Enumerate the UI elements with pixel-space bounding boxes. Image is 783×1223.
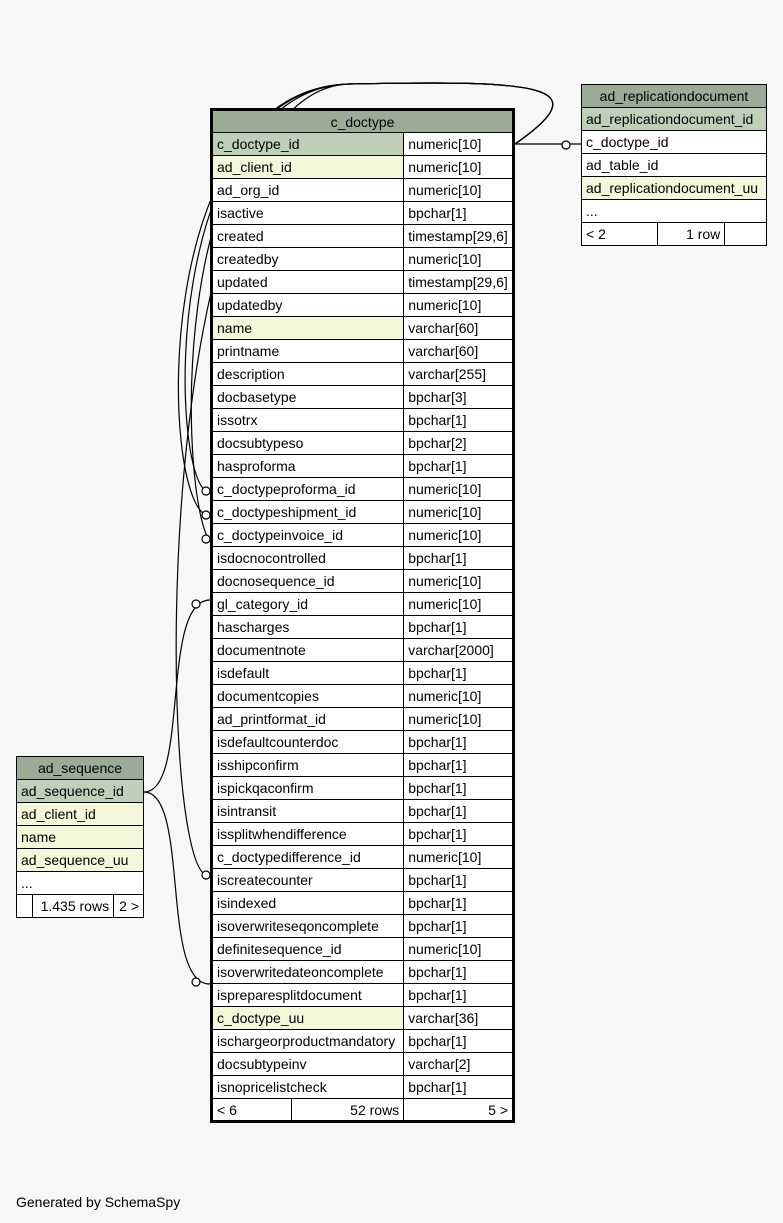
column-type: numeric[10] bbox=[404, 593, 514, 616]
column-type: bpchar[1] bbox=[404, 777, 514, 800]
column-name: c_doctype_uu bbox=[212, 1007, 404, 1030]
column-type: bpchar[1] bbox=[404, 823, 514, 846]
column-name: createdby bbox=[212, 248, 404, 271]
column-type: numeric[10] bbox=[404, 248, 514, 271]
row-count: 1 row bbox=[657, 223, 725, 246]
column-row[interactable] bbox=[212, 133, 514, 156]
column-name: ispreparesplitdocument bbox=[212, 984, 404, 1007]
column-name: issotrx bbox=[212, 409, 404, 432]
table-header[interactable]: ad_replicationdocument bbox=[582, 85, 767, 108]
table-ad-replicationdocument[interactable] bbox=[581, 84, 767, 246]
column-row[interactable] bbox=[212, 294, 514, 317]
column-row[interactable] bbox=[17, 872, 144, 895]
relationship-end-circle bbox=[202, 487, 210, 495]
children-link[interactable]: 5 > bbox=[404, 1099, 514, 1122]
column-type: timestamp[29,6] bbox=[404, 225, 514, 248]
column-type: numeric[10] bbox=[404, 294, 514, 317]
column-row[interactable] bbox=[212, 409, 514, 432]
column-row[interactable] bbox=[212, 225, 514, 248]
column-row[interactable] bbox=[212, 938, 514, 961]
column-type: numeric[10] bbox=[404, 846, 514, 869]
column-name: c_doctype_id bbox=[212, 133, 404, 156]
column-name: issplitwhendifference bbox=[212, 823, 404, 846]
column-name: name bbox=[17, 826, 144, 849]
column-name: c_doctype_id bbox=[582, 131, 767, 154]
column-type: varchar[60] bbox=[404, 340, 514, 363]
table-ad-sequence[interactable] bbox=[16, 756, 144, 918]
column-row[interactable] bbox=[212, 846, 514, 869]
column-row[interactable] bbox=[212, 317, 514, 340]
column-type: varchar[2000] bbox=[404, 639, 514, 662]
column-row[interactable] bbox=[212, 179, 514, 202]
column-name: isoverwritedateoncomplete bbox=[212, 961, 404, 984]
column-row[interactable] bbox=[212, 616, 514, 639]
column-row[interactable] bbox=[212, 524, 514, 547]
relationship-definitesequence bbox=[144, 792, 210, 984]
column-type: bpchar[1] bbox=[404, 961, 514, 984]
column-name: isactive bbox=[212, 202, 404, 225]
column-name: isdocnocontrolled bbox=[212, 547, 404, 570]
column-name: c_doctypeproforma_id bbox=[212, 478, 404, 501]
column-row[interactable] bbox=[582, 200, 767, 223]
column-name: ispickqaconfirm bbox=[212, 777, 404, 800]
column-row[interactable] bbox=[212, 708, 514, 731]
column-row[interactable] bbox=[212, 455, 514, 478]
column-row[interactable] bbox=[212, 984, 514, 1007]
column-name: ad_sequence_id bbox=[17, 780, 144, 803]
column-name: docbasetype bbox=[212, 386, 404, 409]
column-name: ad_printformat_id bbox=[212, 708, 404, 731]
column-name: ad_replicationdocument_id bbox=[582, 108, 767, 131]
column-type: numeric[10] bbox=[404, 685, 514, 708]
column-type: bpchar[1] bbox=[404, 892, 514, 915]
column-row[interactable] bbox=[212, 1030, 514, 1053]
column-row[interactable] bbox=[212, 501, 514, 524]
column-name: docsubtypeinv bbox=[212, 1053, 404, 1076]
parents-link[interactable]: < 6 bbox=[212, 1099, 292, 1122]
column-name: documentnote bbox=[212, 639, 404, 662]
column-row[interactable] bbox=[212, 340, 514, 363]
column-name: ad_table_id bbox=[582, 154, 767, 177]
column-row[interactable] bbox=[212, 478, 514, 501]
column-row[interactable] bbox=[17, 780, 144, 803]
column-row[interactable] bbox=[212, 1053, 514, 1076]
column-type: bpchar[1] bbox=[404, 754, 514, 777]
column-name: isintransit bbox=[212, 800, 404, 823]
column-type: bpchar[1] bbox=[404, 800, 514, 823]
column-type: numeric[10] bbox=[404, 570, 514, 593]
column-type: bpchar[3] bbox=[404, 386, 514, 409]
column-row[interactable] bbox=[212, 547, 514, 570]
column-type: numeric[10] bbox=[404, 156, 514, 179]
column-type: bpchar[1] bbox=[404, 662, 514, 685]
column-type: bpchar[1] bbox=[404, 731, 514, 754]
column-row[interactable] bbox=[212, 1007, 514, 1030]
column-type: bpchar[1] bbox=[404, 1030, 514, 1053]
column-name: isindexed bbox=[212, 892, 404, 915]
table-c-doctype[interactable] bbox=[210, 108, 515, 1123]
column-type: bpchar[1] bbox=[404, 202, 514, 225]
table-header[interactable]: ad_sequence bbox=[17, 757, 144, 780]
children-link[interactable] bbox=[725, 223, 767, 246]
column-type: bpchar[2] bbox=[404, 432, 514, 455]
row-count: 1.435 rows bbox=[33, 895, 114, 918]
column-name: c_doctypeinvoice_id bbox=[212, 524, 404, 547]
column-type: numeric[10] bbox=[404, 708, 514, 731]
table-header[interactable]: c_doctype bbox=[212, 110, 514, 133]
column-type: numeric[10] bbox=[404, 524, 514, 547]
column-type: numeric[10] bbox=[404, 133, 514, 156]
column-name: definitesequence_id bbox=[212, 938, 404, 961]
relationship-end-circle bbox=[202, 535, 210, 543]
column-row[interactable] bbox=[17, 826, 144, 849]
column-name: ... bbox=[17, 872, 144, 895]
column-name: printname bbox=[212, 340, 404, 363]
column-name: documentcopies bbox=[212, 685, 404, 708]
column-row[interactable] bbox=[212, 363, 514, 386]
column-row[interactable] bbox=[212, 800, 514, 823]
column-row[interactable] bbox=[212, 248, 514, 271]
column-row[interactable] bbox=[212, 823, 514, 846]
column-name: ... bbox=[582, 200, 767, 223]
column-name: docnosequence_id bbox=[212, 570, 404, 593]
column-name: isoverwriteseqoncomplete bbox=[212, 915, 404, 938]
column-type: numeric[10] bbox=[404, 501, 514, 524]
parents-link[interactable]: < 2 bbox=[582, 223, 658, 246]
column-type: bpchar[1] bbox=[404, 547, 514, 570]
column-type: timestamp[29,6] bbox=[404, 271, 514, 294]
column-row[interactable] bbox=[212, 271, 514, 294]
column-row[interactable] bbox=[212, 156, 514, 179]
column-row[interactable] bbox=[212, 915, 514, 938]
relationship-end-circle bbox=[202, 511, 210, 519]
column-type: bpchar[1] bbox=[404, 869, 514, 892]
column-name: ad_client_id bbox=[212, 156, 404, 179]
relationship-end-circle bbox=[202, 871, 210, 879]
column-name: name bbox=[212, 317, 404, 340]
column-type: bpchar[1] bbox=[404, 984, 514, 1007]
column-row[interactable] bbox=[212, 1076, 514, 1099]
column-row[interactable] bbox=[582, 108, 767, 131]
column-type: varchar[36] bbox=[404, 1007, 514, 1030]
column-row[interactable] bbox=[212, 892, 514, 915]
column-row[interactable] bbox=[212, 639, 514, 662]
column-type: bpchar[1] bbox=[404, 409, 514, 432]
column-name: docsubtypeso bbox=[212, 432, 404, 455]
relationship-end-circle bbox=[562, 141, 570, 149]
children-link[interactable]: 2 > bbox=[114, 895, 144, 918]
column-row[interactable] bbox=[212, 777, 514, 800]
column-row[interactable] bbox=[212, 731, 514, 754]
column-row[interactable] bbox=[212, 754, 514, 777]
column-name: updated bbox=[212, 271, 404, 294]
column-name: ad_org_id bbox=[212, 179, 404, 202]
relationship-end-circle bbox=[192, 600, 200, 608]
column-row[interactable] bbox=[582, 154, 767, 177]
column-type: bpchar[1] bbox=[404, 616, 514, 639]
column-row[interactable] bbox=[212, 386, 514, 409]
column-row[interactable] bbox=[212, 432, 514, 455]
column-type: numeric[10] bbox=[404, 478, 514, 501]
column-type: varchar[2] bbox=[404, 1053, 514, 1076]
column-type: numeric[10] bbox=[404, 179, 514, 202]
parents-link[interactable] bbox=[17, 895, 33, 918]
column-type: bpchar[1] bbox=[404, 1076, 514, 1099]
column-name: hascharges bbox=[212, 616, 404, 639]
column-row[interactable] bbox=[582, 177, 767, 200]
column-type: varchar[255] bbox=[404, 363, 514, 386]
column-row[interactable] bbox=[212, 570, 514, 593]
column-row[interactable] bbox=[17, 849, 144, 872]
column-name: ad_client_id bbox=[17, 803, 144, 826]
column-row[interactable] bbox=[212, 685, 514, 708]
column-type: numeric[10] bbox=[404, 938, 514, 961]
relationship-docnosequence bbox=[144, 600, 210, 792]
column-name: description bbox=[212, 363, 404, 386]
column-name: ischargeorproductmandatory bbox=[212, 1030, 404, 1053]
column-name: isnopricelistcheck bbox=[212, 1076, 404, 1099]
column-name: created bbox=[212, 225, 404, 248]
row-count: 52 rows bbox=[292, 1099, 404, 1122]
column-row[interactable] bbox=[212, 662, 514, 685]
column-row[interactable] bbox=[212, 869, 514, 892]
column-type: bpchar[1] bbox=[404, 915, 514, 938]
column-name: updatedby bbox=[212, 294, 404, 317]
column-name: ad_sequence_uu bbox=[17, 849, 144, 872]
column-name: hasproforma bbox=[212, 455, 404, 478]
column-name: isshipconfirm bbox=[212, 754, 404, 777]
column-name: isdefault bbox=[212, 662, 404, 685]
column-row[interactable] bbox=[212, 202, 514, 225]
column-name: c_doctypeshipment_id bbox=[212, 501, 404, 524]
column-row[interactable] bbox=[582, 131, 767, 154]
column-name: gl_category_id bbox=[212, 593, 404, 616]
column-name: isdefaultcounterdoc bbox=[212, 731, 404, 754]
column-type: varchar[60] bbox=[404, 317, 514, 340]
column-type: bpchar[1] bbox=[404, 455, 514, 478]
generated-by-footer: Generated by SchemaSpy bbox=[16, 1194, 181, 1210]
column-row[interactable] bbox=[212, 593, 514, 616]
column-name: c_doctypedifference_id bbox=[212, 846, 404, 869]
column-row[interactable] bbox=[212, 961, 514, 984]
column-row[interactable] bbox=[17, 803, 144, 826]
column-name: iscreatecounter bbox=[212, 869, 404, 892]
relationship-end-circle bbox=[192, 978, 200, 986]
column-name: ad_replicationdocument_uu bbox=[582, 177, 767, 200]
